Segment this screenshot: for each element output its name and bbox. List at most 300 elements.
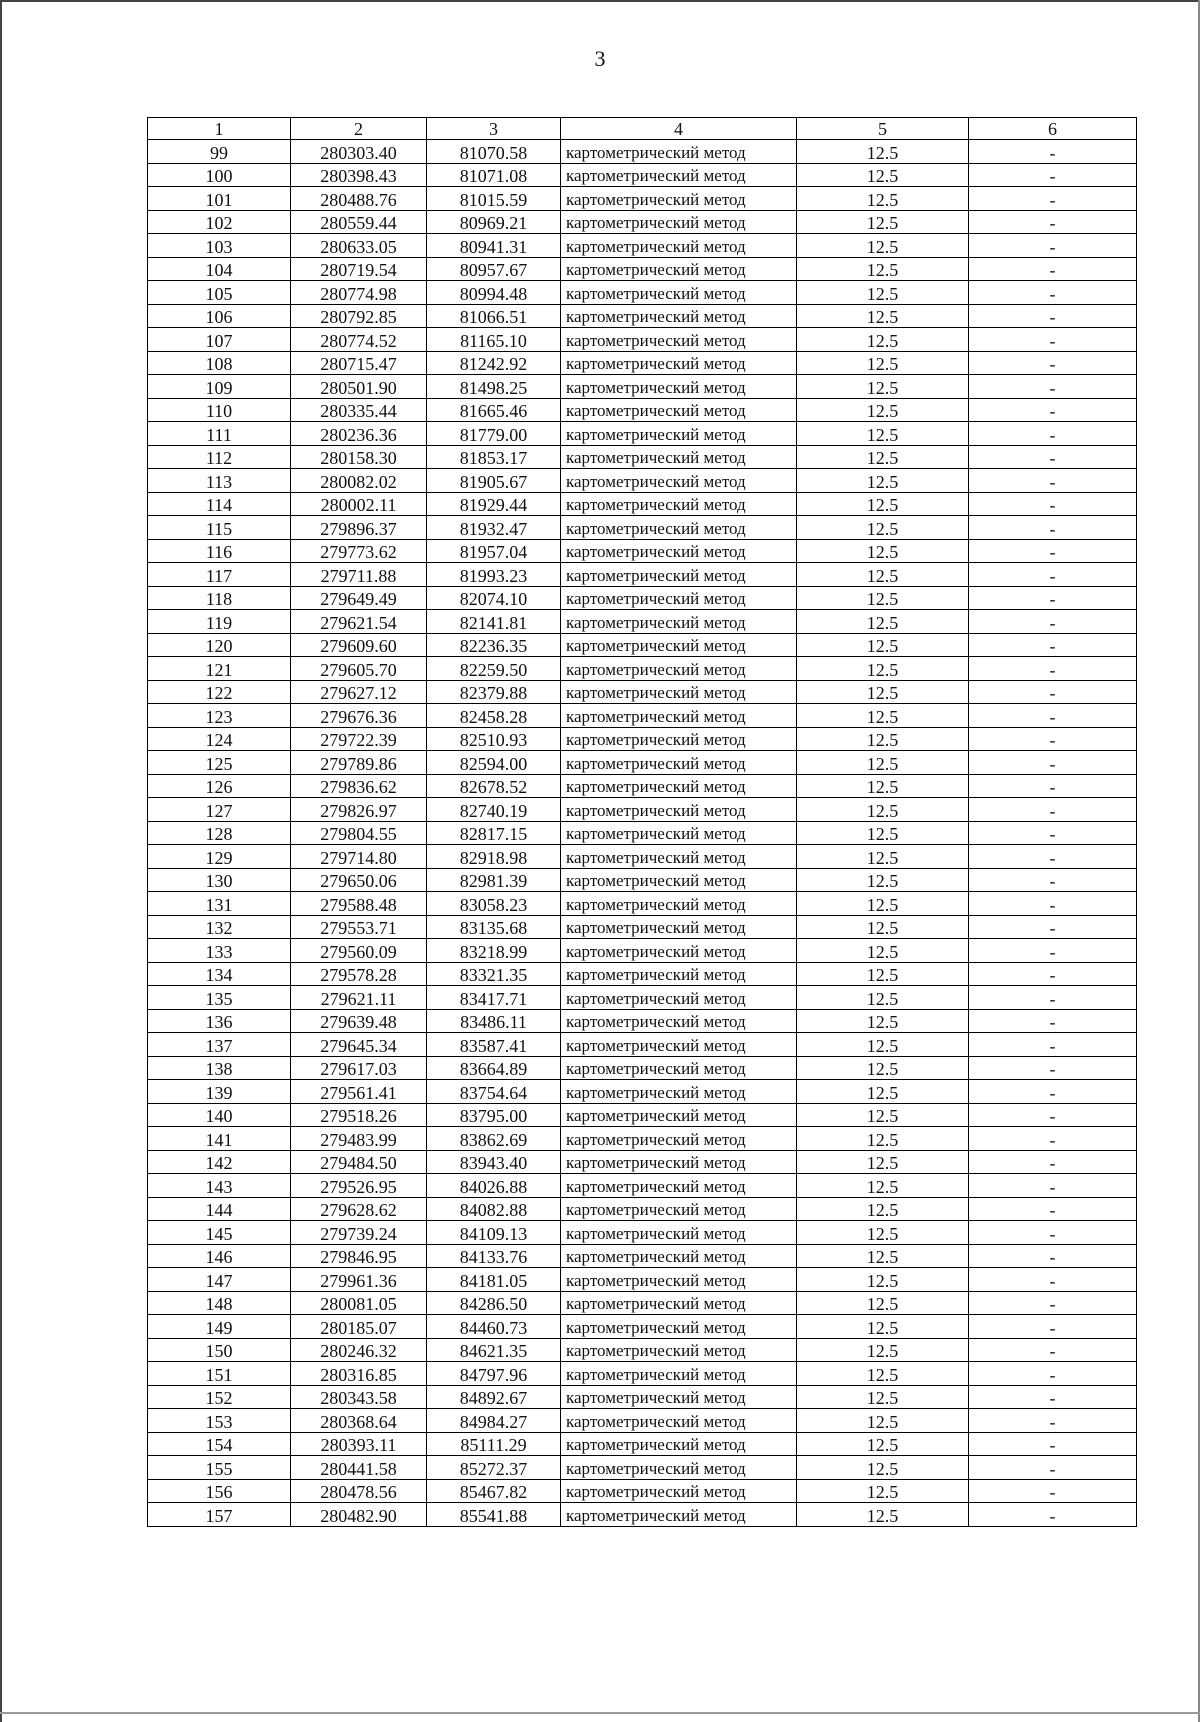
accuracy-cell: 12.5 xyxy=(797,398,969,422)
y-coordinate-cell: 82981.39 xyxy=(427,868,561,892)
point-number-cell: 99 xyxy=(148,140,291,164)
accuracy-cell: 12.5 xyxy=(797,1197,969,1221)
accuracy-cell: 12.5 xyxy=(797,680,969,704)
point-number-cell: 125 xyxy=(148,751,291,775)
accuracy-cell: 12.5 xyxy=(797,962,969,986)
point-number-cell: 100 xyxy=(148,163,291,187)
method-cell: картометрический метод xyxy=(561,1103,797,1127)
x-coordinate-cell: 279561.41 xyxy=(291,1080,427,1104)
x-coordinate-cell: 279846.95 xyxy=(291,1244,427,1268)
y-coordinate-cell: 80969.21 xyxy=(427,210,561,234)
accuracy-cell: 12.5 xyxy=(797,1174,969,1198)
method-cell: картометрический метод xyxy=(561,445,797,469)
table-row xyxy=(148,257,1137,281)
scan-edge-bottom xyxy=(0,1712,1200,1714)
y-coordinate-cell: 81242.92 xyxy=(427,351,561,375)
note-cell: - xyxy=(969,187,1137,211)
y-coordinate-cell: 84286.50 xyxy=(427,1291,561,1315)
accuracy-cell: 12.5 xyxy=(797,375,969,399)
point-number-cell: 108 xyxy=(148,351,291,375)
y-coordinate-cell: 81993.23 xyxy=(427,563,561,587)
y-coordinate-cell: 82259.50 xyxy=(427,657,561,681)
point-number-cell: 153 xyxy=(148,1409,291,1433)
accuracy-cell: 12.5 xyxy=(797,563,969,587)
accuracy-cell: 12.5 xyxy=(797,774,969,798)
method-cell: картометрический метод xyxy=(561,1315,797,1339)
x-coordinate-cell: 279650.06 xyxy=(291,868,427,892)
note-cell: - xyxy=(969,774,1137,798)
note-cell: - xyxy=(969,1338,1137,1362)
y-coordinate-cell: 81071.08 xyxy=(427,163,561,187)
point-number-cell: 116 xyxy=(148,539,291,563)
y-coordinate-cell: 84133.76 xyxy=(427,1244,561,1268)
method-cell: картометрический метод xyxy=(561,1033,797,1057)
y-coordinate-cell: 80941.31 xyxy=(427,234,561,258)
y-coordinate-cell: 81165.10 xyxy=(427,328,561,352)
accuracy-cell: 12.5 xyxy=(797,1362,969,1386)
method-cell: картометрический метод xyxy=(561,680,797,704)
table-row xyxy=(148,1315,1137,1339)
x-coordinate-cell: 279773.62 xyxy=(291,539,427,563)
method-cell: картометрический метод xyxy=(561,939,797,963)
note-cell: - xyxy=(969,1150,1137,1174)
accuracy-cell: 12.5 xyxy=(797,1244,969,1268)
method-cell: картометрический метод xyxy=(561,492,797,516)
note-cell: - xyxy=(969,375,1137,399)
y-coordinate-cell: 82918.98 xyxy=(427,845,561,869)
method-cell: картометрический метод xyxy=(561,915,797,939)
table-row xyxy=(148,657,1137,681)
note-cell: - xyxy=(969,492,1137,516)
point-number-cell: 107 xyxy=(148,328,291,352)
note-cell: - xyxy=(969,845,1137,869)
x-coordinate-cell: 280158.30 xyxy=(291,445,427,469)
y-coordinate-cell: 80957.67 xyxy=(427,257,561,281)
y-coordinate-cell: 81853.17 xyxy=(427,445,561,469)
x-coordinate-cell: 279645.34 xyxy=(291,1033,427,1057)
accuracy-cell: 12.5 xyxy=(797,1338,969,1362)
y-coordinate-cell: 83862.69 xyxy=(427,1127,561,1151)
point-number-cell: 136 xyxy=(148,1009,291,1033)
note-cell: - xyxy=(969,1103,1137,1127)
x-coordinate-cell: 279526.95 xyxy=(291,1174,427,1198)
note-cell: - xyxy=(969,751,1137,775)
point-number-cell: 122 xyxy=(148,680,291,704)
table-row xyxy=(148,986,1137,1010)
point-number-cell: 112 xyxy=(148,445,291,469)
table-row xyxy=(148,633,1137,657)
note-cell: - xyxy=(969,234,1137,258)
y-coordinate-cell: 82236.35 xyxy=(427,633,561,657)
method-cell: картометрический метод xyxy=(561,1432,797,1456)
y-coordinate-cell: 84082.88 xyxy=(427,1197,561,1221)
note-cell: - xyxy=(969,1174,1137,1198)
note-cell: - xyxy=(969,1503,1137,1527)
table-row xyxy=(148,328,1137,352)
x-coordinate-cell: 280719.54 xyxy=(291,257,427,281)
y-coordinate-cell: 83664.89 xyxy=(427,1056,561,1080)
method-cell: картометрический метод xyxy=(561,1056,797,1080)
y-coordinate-cell: 80994.48 xyxy=(427,281,561,305)
x-coordinate-cell: 279621.11 xyxy=(291,986,427,1010)
point-number-cell: 101 xyxy=(148,187,291,211)
x-coordinate-cell: 280316.85 xyxy=(291,1362,427,1386)
x-coordinate-cell: 279553.71 xyxy=(291,915,427,939)
x-coordinate-cell: 280633.05 xyxy=(291,234,427,258)
point-number-cell: 135 xyxy=(148,986,291,1010)
table-row xyxy=(148,1385,1137,1409)
y-coordinate-cell: 81066.51 xyxy=(427,304,561,328)
x-coordinate-cell: 279483.99 xyxy=(291,1127,427,1151)
x-coordinate-cell: 279588.48 xyxy=(291,892,427,916)
method-cell: картометрический метод xyxy=(561,140,797,164)
method-cell: картометрический метод xyxy=(561,469,797,493)
accuracy-cell: 12.5 xyxy=(797,986,969,1010)
x-coordinate-cell: 280002.11 xyxy=(291,492,427,516)
method-cell: картометрический метод xyxy=(561,1174,797,1198)
method-cell: картометрический метод xyxy=(561,1291,797,1315)
point-number-cell: 128 xyxy=(148,821,291,845)
x-coordinate-cell: 280335.44 xyxy=(291,398,427,422)
x-coordinate-cell: 279711.88 xyxy=(291,563,427,587)
y-coordinate-cell: 83754.64 xyxy=(427,1080,561,1104)
y-coordinate-cell: 82594.00 xyxy=(427,751,561,775)
y-coordinate-cell: 85272.37 xyxy=(427,1456,561,1480)
y-coordinate-cell: 84797.96 xyxy=(427,1362,561,1386)
y-coordinate-cell: 82678.52 xyxy=(427,774,561,798)
note-cell: - xyxy=(969,798,1137,822)
table-body xyxy=(148,118,1137,1527)
method-cell: картометрический метод xyxy=(561,1197,797,1221)
table-row xyxy=(148,680,1137,704)
table-row xyxy=(148,516,1137,540)
x-coordinate-cell: 280559.44 xyxy=(291,210,427,234)
table-row xyxy=(148,539,1137,563)
note-cell: - xyxy=(969,915,1137,939)
accuracy-cell: 12.5 xyxy=(797,1385,969,1409)
x-coordinate-cell: 279639.48 xyxy=(291,1009,427,1033)
point-number-cell: 114 xyxy=(148,492,291,516)
accuracy-cell: 12.5 xyxy=(797,492,969,516)
y-coordinate-cell: 83321.35 xyxy=(427,962,561,986)
header-cell-1: 1 xyxy=(148,118,291,140)
note-cell: - xyxy=(969,1244,1137,1268)
point-number-cell: 147 xyxy=(148,1268,291,1292)
note-cell: - xyxy=(969,1315,1137,1339)
note-cell: - xyxy=(969,1033,1137,1057)
point-number-cell: 150 xyxy=(148,1338,291,1362)
point-number-cell: 131 xyxy=(148,892,291,916)
accuracy-cell: 12.5 xyxy=(797,704,969,728)
method-cell: картометрический метод xyxy=(561,304,797,328)
y-coordinate-cell: 83135.68 xyxy=(427,915,561,939)
accuracy-cell: 12.5 xyxy=(797,281,969,305)
method-cell: картометрический метод xyxy=(561,1080,797,1104)
accuracy-cell: 12.5 xyxy=(797,1033,969,1057)
note-cell: - xyxy=(969,1009,1137,1033)
note-cell: - xyxy=(969,1291,1137,1315)
accuracy-cell: 12.5 xyxy=(797,1432,969,1456)
x-coordinate-cell: 279617.03 xyxy=(291,1056,427,1080)
note-cell: - xyxy=(969,1432,1137,1456)
point-number-cell: 130 xyxy=(148,868,291,892)
y-coordinate-cell: 81779.00 xyxy=(427,422,561,446)
note-cell: - xyxy=(969,1127,1137,1151)
note-cell: - xyxy=(969,680,1137,704)
table-row xyxy=(148,445,1137,469)
table-row xyxy=(148,939,1137,963)
accuracy-cell: 12.5 xyxy=(797,892,969,916)
accuracy-cell: 12.5 xyxy=(797,1291,969,1315)
note-cell: - xyxy=(969,657,1137,681)
method-cell: картометрический метод xyxy=(561,751,797,775)
table-row xyxy=(148,1033,1137,1057)
table-row xyxy=(148,398,1137,422)
header-cell-6: 6 xyxy=(969,118,1137,140)
method-cell: картометрический метод xyxy=(561,1409,797,1433)
x-coordinate-cell: 279627.12 xyxy=(291,680,427,704)
table-row xyxy=(148,563,1137,587)
x-coordinate-cell: 280715.47 xyxy=(291,351,427,375)
table-row xyxy=(148,1009,1137,1033)
x-coordinate-cell: 280488.76 xyxy=(291,187,427,211)
table-row xyxy=(148,469,1137,493)
accuracy-cell: 12.5 xyxy=(797,1456,969,1480)
point-number-cell: 140 xyxy=(148,1103,291,1127)
y-coordinate-cell: 84984.27 xyxy=(427,1409,561,1433)
accuracy-cell: 12.5 xyxy=(797,234,969,258)
accuracy-cell: 12.5 xyxy=(797,1479,969,1503)
method-cell: картометрический метод xyxy=(561,845,797,869)
table-row xyxy=(148,1479,1137,1503)
x-coordinate-cell: 279739.24 xyxy=(291,1221,427,1245)
note-cell: - xyxy=(969,821,1137,845)
method-cell: картометрический метод xyxy=(561,563,797,587)
note-cell: - xyxy=(969,727,1137,751)
x-coordinate-cell: 279836.62 xyxy=(291,774,427,798)
table-row xyxy=(148,1080,1137,1104)
x-coordinate-cell: 280398.43 xyxy=(291,163,427,187)
y-coordinate-cell: 82074.10 xyxy=(427,586,561,610)
page-number: 3 xyxy=(594,46,606,71)
x-coordinate-cell: 279804.55 xyxy=(291,821,427,845)
method-cell: картометрический метод xyxy=(561,163,797,187)
point-number-cell: 144 xyxy=(148,1197,291,1221)
table-row xyxy=(148,140,1137,164)
method-cell: картометрический метод xyxy=(561,1479,797,1503)
method-cell: картометрический метод xyxy=(561,727,797,751)
method-cell: картометрический метод xyxy=(561,328,797,352)
point-number-cell: 126 xyxy=(148,774,291,798)
method-cell: картометрический метод xyxy=(561,422,797,446)
method-cell: картометрический метод xyxy=(561,962,797,986)
note-cell: - xyxy=(969,257,1137,281)
accuracy-cell: 12.5 xyxy=(797,751,969,775)
note-cell: - xyxy=(969,1080,1137,1104)
table-row xyxy=(148,492,1137,516)
table-row xyxy=(148,915,1137,939)
y-coordinate-cell: 83795.00 xyxy=(427,1103,561,1127)
table-row xyxy=(148,1221,1137,1245)
point-number-cell: 148 xyxy=(148,1291,291,1315)
header-cell-5: 5 xyxy=(797,118,969,140)
table-row xyxy=(148,1197,1137,1221)
point-number-cell: 109 xyxy=(148,375,291,399)
accuracy-cell: 12.5 xyxy=(797,1080,969,1104)
x-coordinate-cell: 280774.98 xyxy=(291,281,427,305)
accuracy-cell: 12.5 xyxy=(797,1221,969,1245)
note-cell: - xyxy=(969,1197,1137,1221)
x-coordinate-cell: 280478.56 xyxy=(291,1479,427,1503)
point-number-cell: 118 xyxy=(148,586,291,610)
point-number-cell: 157 xyxy=(148,1503,291,1527)
y-coordinate-cell: 82141.81 xyxy=(427,610,561,634)
table-row xyxy=(148,704,1137,728)
accuracy-cell: 12.5 xyxy=(797,939,969,963)
note-cell: - xyxy=(969,704,1137,728)
method-cell: картометрический метод xyxy=(561,1385,797,1409)
table-row xyxy=(148,1174,1137,1198)
x-coordinate-cell: 280368.64 xyxy=(291,1409,427,1433)
x-coordinate-cell: 279621.54 xyxy=(291,610,427,634)
accuracy-cell: 12.5 xyxy=(797,1409,969,1433)
note-cell: - xyxy=(969,1409,1137,1433)
accuracy-cell: 12.5 xyxy=(797,868,969,892)
table-row xyxy=(148,610,1137,634)
point-number-cell: 146 xyxy=(148,1244,291,1268)
table-row xyxy=(148,304,1137,328)
y-coordinate-cell: 81070.58 xyxy=(427,140,561,164)
point-number-cell: 106 xyxy=(148,304,291,328)
accuracy-cell: 12.5 xyxy=(797,727,969,751)
table-row xyxy=(148,727,1137,751)
note-cell: - xyxy=(969,962,1137,986)
method-cell: картометрический метод xyxy=(561,281,797,305)
accuracy-cell: 12.5 xyxy=(797,845,969,869)
table-row xyxy=(148,1409,1137,1433)
x-coordinate-cell: 280393.11 xyxy=(291,1432,427,1456)
note-cell: - xyxy=(969,868,1137,892)
y-coordinate-cell: 81905.67 xyxy=(427,469,561,493)
x-coordinate-cell: 280236.36 xyxy=(291,422,427,446)
point-number-cell: 119 xyxy=(148,610,291,634)
y-coordinate-cell: 84181.05 xyxy=(427,1268,561,1292)
table-row xyxy=(148,821,1137,845)
table-row xyxy=(148,1503,1137,1527)
table-row xyxy=(148,1127,1137,1151)
accuracy-cell: 12.5 xyxy=(797,351,969,375)
table-row xyxy=(148,163,1137,187)
method-cell: картометрический метод xyxy=(561,657,797,681)
note-cell: - xyxy=(969,610,1137,634)
point-number-cell: 123 xyxy=(148,704,291,728)
accuracy-cell: 12.5 xyxy=(797,210,969,234)
x-coordinate-cell: 279896.37 xyxy=(291,516,427,540)
table-row xyxy=(148,210,1137,234)
point-number-cell: 105 xyxy=(148,281,291,305)
method-cell: картометрический метод xyxy=(561,868,797,892)
table-row xyxy=(148,1456,1137,1480)
table-row xyxy=(148,798,1137,822)
point-number-cell: 132 xyxy=(148,915,291,939)
x-coordinate-cell: 280081.05 xyxy=(291,1291,427,1315)
method-cell: картометрический метод xyxy=(561,1244,797,1268)
note-cell: - xyxy=(969,422,1137,446)
accuracy-cell: 12.5 xyxy=(797,140,969,164)
x-coordinate-cell: 279518.26 xyxy=(291,1103,427,1127)
method-cell: картометрический метод xyxy=(561,398,797,422)
table-row xyxy=(148,868,1137,892)
note-cell: - xyxy=(969,892,1137,916)
note-cell: - xyxy=(969,563,1137,587)
method-cell: картометрический метод xyxy=(561,375,797,399)
x-coordinate-cell: 279714.80 xyxy=(291,845,427,869)
accuracy-cell: 12.5 xyxy=(797,821,969,845)
point-number-cell: 129 xyxy=(148,845,291,869)
accuracy-cell: 12.5 xyxy=(797,187,969,211)
x-coordinate-cell: 279722.39 xyxy=(291,727,427,751)
note-cell: - xyxy=(969,586,1137,610)
table-header-row xyxy=(148,118,1137,140)
table-row xyxy=(148,1338,1137,1362)
method-cell: картометрический метод xyxy=(561,1338,797,1362)
note-cell: - xyxy=(969,633,1137,657)
accuracy-cell: 12.5 xyxy=(797,1315,969,1339)
point-number-cell: 138 xyxy=(148,1056,291,1080)
table-row xyxy=(148,1150,1137,1174)
note-cell: - xyxy=(969,516,1137,540)
method-cell: картометрический метод xyxy=(561,516,797,540)
accuracy-cell: 12.5 xyxy=(797,1268,969,1292)
point-number-cell: 149 xyxy=(148,1315,291,1339)
point-number-cell: 113 xyxy=(148,469,291,493)
x-coordinate-cell: 279961.36 xyxy=(291,1268,427,1292)
accuracy-cell: 12.5 xyxy=(797,516,969,540)
method-cell: картометрический метод xyxy=(561,351,797,375)
accuracy-cell: 12.5 xyxy=(797,1056,969,1080)
point-number-cell: 121 xyxy=(148,657,291,681)
x-coordinate-cell: 280482.90 xyxy=(291,1503,427,1527)
accuracy-cell: 12.5 xyxy=(797,539,969,563)
accuracy-cell: 12.5 xyxy=(797,1150,969,1174)
note-cell: - xyxy=(969,398,1137,422)
point-number-cell: 134 xyxy=(148,962,291,986)
note-cell: - xyxy=(969,163,1137,187)
note-cell: - xyxy=(969,1456,1137,1480)
point-number-cell: 137 xyxy=(148,1033,291,1057)
accuracy-cell: 12.5 xyxy=(797,163,969,187)
point-number-cell: 156 xyxy=(148,1479,291,1503)
accuracy-cell: 12.5 xyxy=(797,1503,969,1527)
note-cell: - xyxy=(969,1479,1137,1503)
method-cell: картометрический метод xyxy=(561,1503,797,1527)
scan-edge-left xyxy=(0,0,2,1722)
table-row xyxy=(148,234,1137,258)
header-cell-3: 3 xyxy=(427,118,561,140)
point-number-cell: 141 xyxy=(148,1127,291,1151)
table-row xyxy=(148,1432,1137,1456)
note-cell: - xyxy=(969,1221,1137,1245)
y-coordinate-cell: 82740.19 xyxy=(427,798,561,822)
y-coordinate-cell: 83486.11 xyxy=(427,1009,561,1033)
accuracy-cell: 12.5 xyxy=(797,586,969,610)
y-coordinate-cell: 83058.23 xyxy=(427,892,561,916)
method-cell: картометрический метод xyxy=(561,1127,797,1151)
y-coordinate-cell: 84621.35 xyxy=(427,1338,561,1362)
point-number-cell: 133 xyxy=(148,939,291,963)
method-cell: картометрический метод xyxy=(561,257,797,281)
y-coordinate-cell: 82379.88 xyxy=(427,680,561,704)
